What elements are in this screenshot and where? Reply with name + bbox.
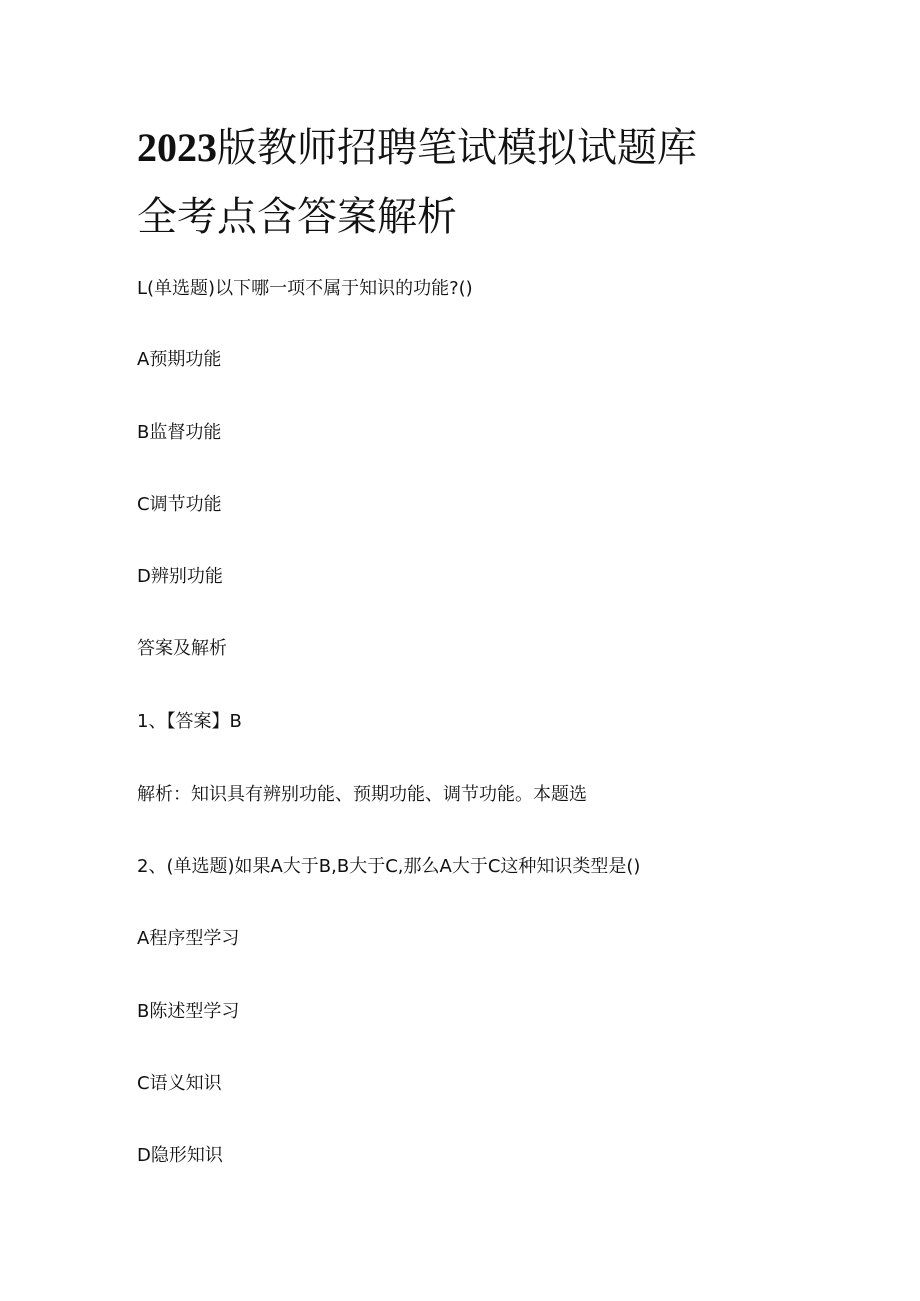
- question-1-option-a: A预期功能: [137, 349, 222, 370]
- explanation-1: 解析：知识具有辨别功能、预期功能、调节功能。本题选: [137, 784, 587, 805]
- question-2-option-c: C语义知识: [137, 1073, 222, 1094]
- question-2-option-d: D隐形知识: [137, 1145, 223, 1166]
- answer-1: 1、【答案】B: [137, 711, 242, 732]
- question-2-option-b: B陈述型学习: [137, 1001, 240, 1022]
- document-title-line-1: [137, 124, 697, 172]
- question-2-option-a: A程序型学习: [137, 928, 240, 949]
- title-year: 2023: [137, 125, 217, 170]
- answer-section-heading: 答案及解析: [137, 638, 227, 659]
- question-2-stem: 2、(单选题)如果A大于B,B大于C,那么A大于C这种知识类型是(): [137, 856, 641, 877]
- document-title-line-2: 全考点含答案解析: [137, 194, 457, 240]
- question-1-option-b: B监督功能: [137, 422, 222, 443]
- question-1-stem: L(单选题)以下哪一项不属于知识的功能?(): [137, 278, 473, 299]
- question-1-option-d: D辨别功能: [137, 566, 223, 587]
- title-main: 版教师招聘笔试模拟试题库: [217, 125, 697, 171]
- question-1-option-c: C调节功能: [137, 494, 222, 515]
